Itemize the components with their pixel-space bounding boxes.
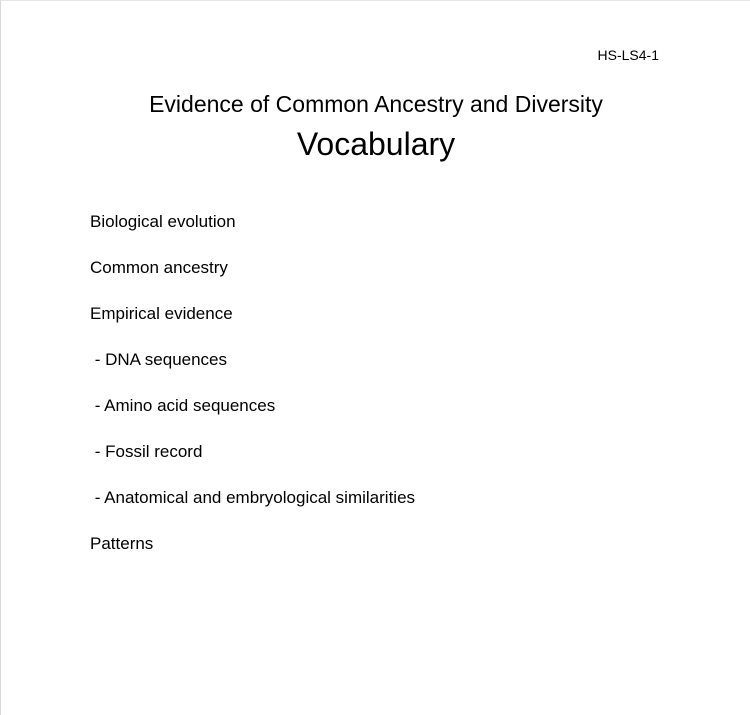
vocabulary-subitem: - DNA sequences (90, 350, 228, 369)
vocabulary-subitem: - Anatomical and embryological similarities (90, 488, 416, 507)
standard-code: HS-LS4-1 (597, 47, 659, 63)
page-subtitle: Vocabulary (296, 126, 456, 162)
vocabulary-item: Empirical evidence (90, 304, 233, 323)
vocabulary-list (90, 211, 415, 579)
vocabulary-item: Patterns (90, 534, 154, 553)
vocabulary-subitem: - Fossil record (90, 442, 203, 461)
vocabulary-subitem: - Amino acid sequences (90, 396, 276, 415)
vocabulary-item: Biological evolution (90, 212, 236, 231)
vocabulary-item: Common ancestry (90, 258, 228, 277)
page-title: Evidence of Common Ancestry and Diversity (149, 91, 603, 117)
